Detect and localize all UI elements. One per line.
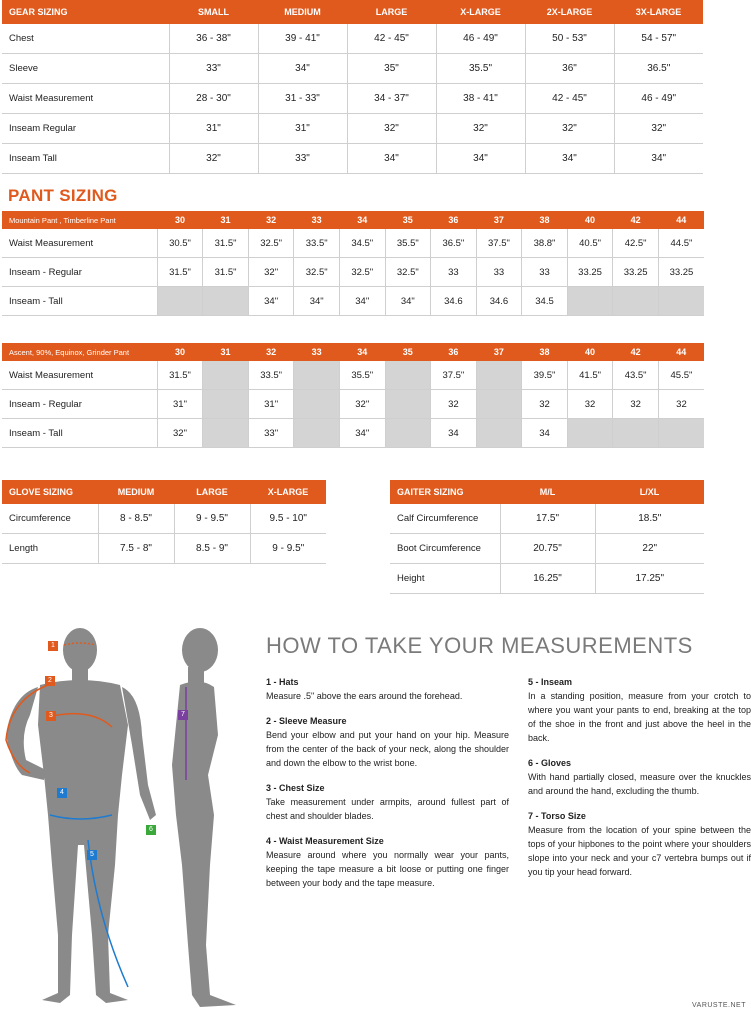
row-label: Chest	[2, 24, 169, 54]
table-title: GAITER SIZING	[390, 480, 500, 504]
table-cell	[476, 361, 522, 390]
table-cell: 32	[567, 390, 613, 419]
table-cell: 41.5"	[567, 361, 613, 390]
table-cell: 44.5"	[658, 229, 704, 258]
side-body-figure	[172, 628, 236, 1007]
row-label: Inseam - Tall	[2, 287, 157, 316]
watermark: VARUSTE.NET	[692, 1002, 746, 1009]
row-label: Calf Circumference	[390, 504, 500, 534]
table-cell: 38.8"	[522, 229, 568, 258]
table-row	[2, 361, 704, 390]
column-header: MEDIUM	[258, 0, 347, 24]
table-cell: 28 - 30"	[169, 84, 258, 114]
column-header: 42	[613, 343, 659, 361]
table-cell: 33.25	[567, 258, 613, 287]
table-cell: 39 - 41"	[258, 24, 347, 54]
table-cell: 34.5"	[339, 229, 385, 258]
column-header: 37	[476, 211, 522, 229]
table-cell: 30.5"	[157, 229, 203, 258]
column-header: X-LARGE	[436, 0, 525, 24]
table-cell: 32	[522, 390, 568, 419]
table-cell: 32"	[347, 114, 436, 144]
column-header: 30	[157, 211, 203, 229]
gear-sizing-header-row	[2, 0, 703, 24]
marker-1: 1	[48, 641, 58, 651]
table-cell: 34	[431, 419, 477, 448]
table-cell: 33.25	[658, 258, 704, 287]
column-header: 33	[294, 343, 340, 361]
table-cell: 34.5	[522, 287, 568, 316]
table-cell: 18.5"	[595, 504, 704, 534]
table-cell: 45.5"	[658, 361, 704, 390]
column-header: 40	[567, 343, 613, 361]
column-header: 30	[157, 343, 203, 361]
measurement-instruction	[528, 758, 751, 798]
column-header: 3X-LARGE	[614, 0, 703, 24]
table-cell: 34"	[258, 54, 347, 84]
table-title: Mountain Pant , Timberline Pant	[2, 211, 157, 229]
instruction-text: Measure from the location of your spine between the tops of your hipbones to the point where your shoulders slope into your neck and your c7 vertebra bumps out if you tip your head forward.	[528, 825, 751, 877]
table-row	[2, 419, 704, 448]
pant-sizing-title: PANT SIZING	[8, 186, 118, 205]
table-cell: 32"	[157, 419, 203, 448]
table-cell: 34"	[248, 287, 294, 316]
table-cell: 31"	[258, 114, 347, 144]
table-cell	[203, 390, 249, 419]
table-cell: 33	[431, 258, 477, 287]
table-cell: 33.5"	[294, 229, 340, 258]
table-cell: 31.5"	[203, 229, 249, 258]
marker-2: 2	[45, 676, 55, 686]
column-header: 44	[658, 343, 704, 361]
table-row	[390, 564, 704, 594]
table-cell: 39.5"	[522, 361, 568, 390]
table-cell	[658, 287, 704, 316]
table-cell: 8 - 8.5"	[98, 504, 174, 534]
table-cell: 31 - 33"	[258, 84, 347, 114]
column-header: 38	[522, 211, 568, 229]
table-cell: 34"	[385, 287, 431, 316]
row-label: Circumference	[2, 504, 98, 534]
instruction-text: In a standing position, measure from your crotch to where you want your pants to end, breaking at the top of the shoe in the front and just above the heel in the back.	[528, 691, 751, 743]
table-row	[2, 258, 704, 287]
column-header: 34	[339, 343, 385, 361]
how-to-right-column	[528, 677, 751, 892]
table-cell: 54 - 57"	[614, 24, 703, 54]
table-cell: 43.5"	[613, 361, 659, 390]
table-cell	[385, 419, 431, 448]
table-cell: 33"	[258, 144, 347, 174]
table-cell	[476, 419, 522, 448]
pant-sizing-table-2	[2, 343, 704, 448]
table-cell: 32	[613, 390, 659, 419]
table-row	[390, 534, 704, 564]
table-cell: 40.5"	[567, 229, 613, 258]
row-label: Height	[390, 564, 500, 594]
measurement-instruction	[528, 677, 751, 745]
instruction-text: Bend your elbow and put your hand on your hip. Measure from the center of the back of your neck, along the shoulder and down the elbow to the wrist bone.	[266, 730, 509, 768]
table-cell: 34.6	[476, 287, 522, 316]
table-cell	[203, 361, 249, 390]
table-cell	[203, 287, 249, 316]
table-row	[2, 504, 326, 534]
measurement-instruction	[266, 836, 509, 890]
row-label: Boot Circumference	[390, 534, 500, 564]
row-label: Inseam - Tall	[2, 419, 157, 448]
row-label: Sleeve	[2, 54, 169, 84]
table-cell: 32.5"	[339, 258, 385, 287]
row-label: Inseam - Regular	[2, 258, 157, 287]
table-cell: 32	[658, 390, 704, 419]
marker-6: 6	[146, 825, 156, 835]
marker-5: 5	[87, 850, 97, 860]
column-header: 38	[522, 343, 568, 361]
measurement-instruction	[528, 811, 751, 879]
table-cell: 46 - 49"	[436, 24, 525, 54]
gaiter-sizing-table	[390, 480, 704, 594]
instruction-text: Take measurement under armpits, around fullest part of chest and shoulder blades.	[266, 797, 509, 821]
table-cell: 33"	[169, 54, 258, 84]
instruction-heading: 6 - Gloves	[528, 758, 572, 768]
table-cell: 31"	[169, 114, 258, 144]
table-cell: 7.5 - 8"	[98, 534, 174, 564]
column-header: 37	[476, 343, 522, 361]
measurement-instruction	[266, 716, 509, 770]
instruction-heading: 4 - Waist Measurement Size	[266, 836, 384, 846]
how-to-left-column	[266, 677, 509, 903]
table-cell: 31.5"	[157, 258, 203, 287]
table-cell: 32	[431, 390, 477, 419]
table-cell	[613, 287, 659, 316]
table-title: GEAR SIZING	[2, 0, 169, 24]
column-header: 36	[431, 211, 477, 229]
table-row	[2, 144, 703, 174]
table-cell: 31.5"	[203, 258, 249, 287]
table-cell	[567, 419, 613, 448]
row-label: Waist Measurement	[2, 229, 157, 258]
table-cell: 9 - 9.5"	[174, 504, 250, 534]
table-title: Ascent, 90%, Equinox, Grinder Pant	[2, 343, 157, 361]
table-cell: 36.5"	[614, 54, 703, 84]
table-cell: 35.5"	[385, 229, 431, 258]
instruction-text: Measure .5" above the ears around the forehead.	[266, 691, 463, 701]
table-row	[2, 534, 326, 564]
table-cell: 33	[522, 258, 568, 287]
table-cell: 32"	[525, 114, 614, 144]
column-header: 32	[248, 211, 294, 229]
instruction-text: With hand partially closed, measure over the knuckles and around the hand, excluding the thumb.	[528, 772, 751, 796]
table-cell: 31.5"	[157, 361, 203, 390]
table-row	[2, 390, 704, 419]
table-row	[2, 54, 703, 84]
table-cell	[294, 390, 340, 419]
column-header: 32	[248, 343, 294, 361]
table-cell: 33.5"	[248, 361, 294, 390]
table-cell: 32"	[339, 390, 385, 419]
column-header: 36	[431, 343, 477, 361]
how-to-title: HOW TO TAKE YOUR MEASUREMENTS	[266, 633, 693, 658]
marker-7: 7	[178, 710, 188, 720]
column-header: 44	[658, 211, 704, 229]
table-row	[2, 287, 704, 316]
table-cell: 34"	[339, 287, 385, 316]
table-cell: 16.25"	[500, 564, 595, 594]
table-cell: 50 - 53"	[525, 24, 614, 54]
row-label: Length	[2, 534, 98, 564]
table-cell: 34"	[614, 144, 703, 174]
row-label: Inseam - Regular	[2, 390, 157, 419]
table-cell	[567, 287, 613, 316]
pant-sizing-table-1	[2, 211, 704, 316]
instruction-heading: 7 - Torso Size	[528, 811, 586, 821]
table-cell: 8.5 - 9"	[174, 534, 250, 564]
column-header: L/XL	[595, 480, 704, 504]
table-cell	[294, 361, 340, 390]
column-header: 42	[613, 211, 659, 229]
table-cell: 42 - 45"	[525, 84, 614, 114]
table-cell: 17.25"	[595, 564, 704, 594]
table-cell: 37.5"	[431, 361, 477, 390]
table-cell: 17.5"	[500, 504, 595, 534]
column-header: 2X-LARGE	[525, 0, 614, 24]
table-cell: 38 - 41"	[436, 84, 525, 114]
row-label: Waist Measurement	[2, 84, 169, 114]
instruction-heading: 1 - Hats	[266, 677, 299, 687]
table-cell: 33.25	[613, 258, 659, 287]
table-cell: 34.6	[431, 287, 477, 316]
table-row	[2, 229, 704, 258]
table-cell: 32"	[248, 258, 294, 287]
instruction-heading: 3 - Chest Size	[266, 783, 325, 793]
table-cell: 32.5"	[385, 258, 431, 287]
table-title: GLOVE SIZING	[2, 480, 98, 504]
table-row	[2, 24, 703, 54]
table-cell: 32.5"	[294, 258, 340, 287]
table-cell: 37.5"	[476, 229, 522, 258]
table-cell	[385, 361, 431, 390]
column-header: 34	[339, 211, 385, 229]
column-header: MEDIUM	[98, 480, 174, 504]
table-cell: 34"	[294, 287, 340, 316]
table-cell	[613, 419, 659, 448]
column-header: X-LARGE	[250, 480, 326, 504]
table-cell: 34 - 37"	[347, 84, 436, 114]
table-cell	[157, 287, 203, 316]
table-cell	[476, 390, 522, 419]
table-cell: 36"	[525, 54, 614, 84]
table-cell: 31"	[248, 390, 294, 419]
table-cell: 20.75"	[500, 534, 595, 564]
table-cell: 35.5"	[436, 54, 525, 84]
table-cell: 42 - 45"	[347, 24, 436, 54]
table-row	[2, 84, 703, 114]
table-cell: 33"	[248, 419, 294, 448]
row-label: Waist Measurement	[2, 361, 157, 390]
table-cell	[294, 419, 340, 448]
table-cell: 46 - 49"	[614, 84, 703, 114]
measurement-figures-illustration	[0, 615, 260, 1010]
measurement-instruction	[266, 677, 509, 703]
table-row	[390, 504, 704, 534]
table-cell: 35.5"	[339, 361, 385, 390]
table-cell: 9 - 9.5"	[250, 534, 326, 564]
table-cell: 9.5 - 10"	[250, 504, 326, 534]
instruction-text: Measure around where you normally wear your pants, keeping the tape measure a bit loose or putting one finger between your body and the tape measure.	[266, 850, 509, 888]
table-cell: 34"	[436, 144, 525, 174]
column-header: 31	[203, 211, 249, 229]
column-header: 31	[203, 343, 249, 361]
table-cell	[203, 419, 249, 448]
column-header: LARGE	[347, 0, 436, 24]
column-header: 40	[567, 211, 613, 229]
table-cell: 32"	[614, 114, 703, 144]
table-cell	[385, 390, 431, 419]
column-header: SMALL	[169, 0, 258, 24]
row-label: Inseam Tall	[2, 144, 169, 174]
measurement-instruction	[266, 783, 509, 823]
table-cell: 32"	[436, 114, 525, 144]
table-cell: 35"	[347, 54, 436, 84]
glove-sizing-table	[2, 480, 326, 564]
column-header: 33	[294, 211, 340, 229]
table-cell: 31"	[157, 390, 203, 419]
table-cell: 34	[522, 419, 568, 448]
table-cell: 42.5"	[613, 229, 659, 258]
column-header: 35	[385, 211, 431, 229]
column-header: LARGE	[174, 480, 250, 504]
instruction-heading: 5 - Inseam	[528, 677, 573, 687]
table-row	[2, 114, 703, 144]
column-header: M/L	[500, 480, 595, 504]
row-label: Inseam Regular	[2, 114, 169, 144]
table-cell	[658, 419, 704, 448]
table-cell: 33	[476, 258, 522, 287]
instruction-heading: 2 - Sleeve Measure	[266, 716, 347, 726]
gear-sizing-table	[2, 0, 703, 174]
table-cell: 36 - 38"	[169, 24, 258, 54]
marker-3: 3	[46, 711, 56, 721]
marker-4: 4	[57, 788, 67, 798]
table-cell: 32"	[169, 144, 258, 174]
table-cell: 22"	[595, 534, 704, 564]
table-cell: 34"	[339, 419, 385, 448]
column-header: 35	[385, 343, 431, 361]
table-cell: 34"	[525, 144, 614, 174]
table-cell: 34"	[347, 144, 436, 174]
table-cell: 36.5"	[431, 229, 477, 258]
front-body-figure	[6, 628, 156, 1003]
table-cell: 32.5"	[248, 229, 294, 258]
